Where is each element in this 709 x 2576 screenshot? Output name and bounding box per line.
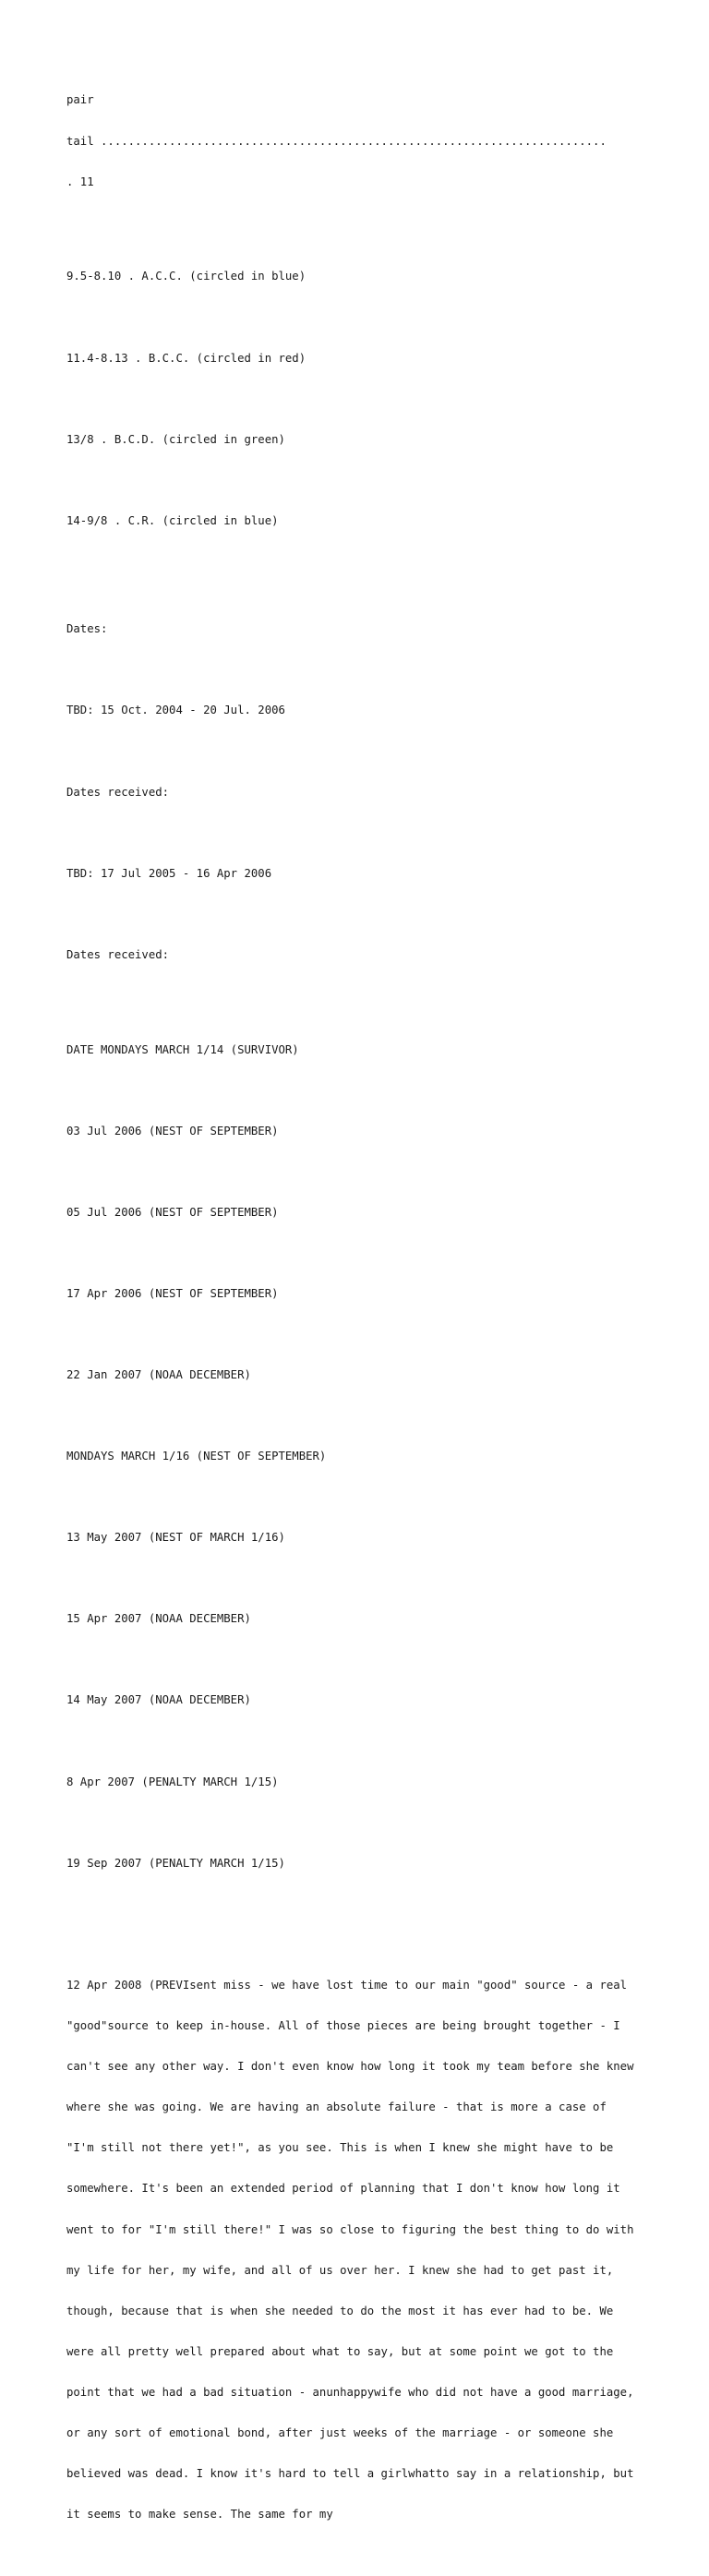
paragraph-line: or any sort of emotional bond, after just weeks of the marriage - or someone she — [66, 2426, 614, 2440]
dates-received-heading: Dates received: — [66, 785, 170, 799]
circled-entry: 9.5-8.10 . A.C.C. (circled in blue) — [66, 270, 306, 283]
date-entry: DATE MONDAYS MARCH 1/14 (SURVIVOR) — [66, 1042, 299, 1056]
paragraph-line: were all pretty well prepared about what to say, but at some point we got to the — [66, 2344, 614, 2358]
header-line-tail: tail .......................................................................... — [66, 134, 607, 148]
header-line-page-number: . 11 — [66, 175, 94, 188]
date-entry: 05 Jul 2006 (NEST OF SEPTEMBER) — [66, 1205, 279, 1219]
paragraph-line: "good"source to keep in-house. All of those pieces are being brought together - I — [66, 2018, 620, 2032]
circled-entry: 13/8 . B.C.D. (circled in green) — [66, 432, 285, 446]
paragraph-line: "I'm still not there yet!", as you see. This is when I knew she might have to be — [66, 2141, 614, 2155]
dates-heading: Dates: — [66, 622, 108, 636]
circled-entry: 11.4-8.13 . B.C.C. (circled in red) — [66, 351, 306, 365]
paragraph-line: can't see any other way. I don't even know how long it took my team before she knew — [66, 2060, 634, 2074]
date-entry: 17 Apr 2006 (NEST OF SEPTEMBER) — [66, 1286, 279, 1300]
dates-received-heading: Dates received: — [66, 947, 170, 961]
date-entry: 14 May 2007 (NOAA DECEMBER) — [66, 1693, 251, 1707]
tbd-range: TBD: 17 Jul 2005 - 16 Apr 2006 — [66, 866, 272, 880]
paragraph-line: 12 Apr 2008 (PREVIsent miss - we have lost time to our main "good" source - a real — [66, 1978, 628, 1992]
date-entry: 8 Apr 2007 (PENALTY MARCH 1/15) — [66, 1775, 279, 1788]
date-entry: MONDAYS MARCH 1/16 (NEST OF SEPTEMBER) — [66, 1450, 327, 1463]
paragraph-line: believed was dead. I know it's hard to tell a girlwhatto say in a relationship, but — [66, 2467, 634, 2481]
date-entry: 22 Jan 2007 (NOAA DECEMBER) — [66, 1367, 251, 1381]
header-line-pair: pair — [66, 93, 94, 107]
paragraph-line: my life for her, my wife, and all of us over her. I knew she had to get past it, — [66, 2263, 614, 2277]
circled-entry: 14-9/8 . C.R. (circled in blue) — [66, 513, 279, 527]
narrative-paragraph — [66, 1951, 657, 2548]
paragraph-line: though, because that is when she needed to do the most it has ever had to be. We — [66, 2304, 614, 2317]
paragraph-line: went to for "I'm still there!" I was so close to figuring the best thing to do with — [66, 2222, 634, 2236]
paragraph-line: it seems to make sense. The same for my — [66, 2508, 333, 2522]
date-entry: 03 Jul 2006 (NEST OF SEPTEMBER) — [66, 1124, 279, 1138]
date-entry: 15 Apr 2007 (NOAA DECEMBER) — [66, 1612, 251, 1626]
paragraph-line: point that we had a bad situation - anunhappywife who did not have a good marriage, — [66, 2385, 634, 2399]
paragraph-line: somewhere. It's been an extended period of planning that I don't know how long it — [66, 2182, 620, 2196]
date-entry: 19 Sep 2007 (PENALTY MARCH 1/15) — [66, 1856, 285, 1870]
document-body — [66, 66, 657, 2576]
paragraph-line: where she was going. We are having an absolute failure - that is more a case of — [66, 2101, 607, 2114]
date-entry: 13 May 2007 (NEST OF MARCH 1/16) — [66, 1531, 285, 1545]
tbd-range: TBD: 15 Oct. 2004 - 20 Jul. 2006 — [66, 704, 285, 717]
